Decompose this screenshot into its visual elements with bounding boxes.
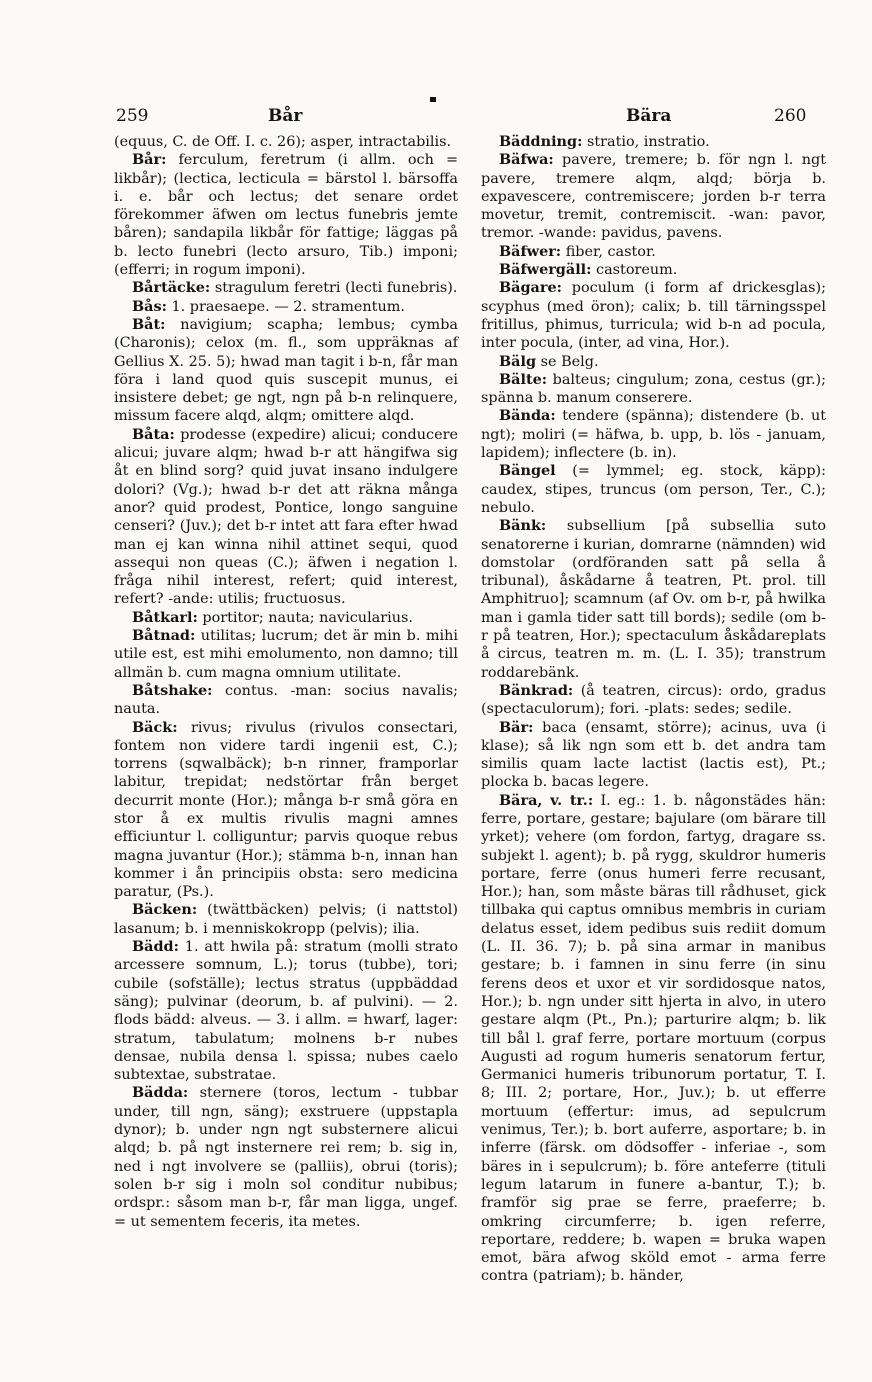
entry-definition: balteus; cingulum; zona, cestus (gr.); spänna b. manum conserere. <box>481 371 826 407</box>
entry-definition: tendere (spänna); distendere (b. ut ngt); moliri (= häfwa, b. upp, b. lös - januam, lapidem); inflectere (b. in). <box>481 408 826 462</box>
entry-headword: Bälg <box>499 352 537 370</box>
entry-definition: stragulum feretri (lecti funebris). <box>210 280 458 297</box>
entry-definition: prodesse (expedire) alicui; conducere alicui; juvare alqm; hwad b-r att hängifwa sig åt en blind sorg? quid juvat insano indulgere dolori? (Vg.); hwad b-r det att räkna många anor? quid prodest, Pontice, longo sanguine censeri? (Juv.); det b-r intet att fara efter hwad man ej kan winna nihil attinet sequi, quod assequi non queas (C.); äfwen i negation l. fråga nihil interest, refert; quid interest, refert? -ande: utilis; fructuosus. <box>114 426 458 608</box>
dictionary-entry <box>114 298 458 316</box>
dictionary-entry <box>114 901 458 938</box>
dictionary-entry <box>481 371 826 408</box>
entry-definition: pavere, tremere; b. för ngn l. ngt pavere, tremere alqm, alqd; börja b. expavescere, contremiscere; jorden b-r terra movetur, tremit, contremiscit. -wan: pavor, tremor. -wande: pavidus, pavens. <box>481 152 826 242</box>
dictionary-entry <box>481 151 826 242</box>
entry-definition: castoreum. <box>591 262 678 279</box>
running-head-left: Bår <box>268 106 303 126</box>
entry-headword: Bär: <box>499 718 534 736</box>
entry-headword: Bäddning: <box>499 133 583 150</box>
page-number-left: 259 <box>116 106 149 126</box>
entry-headword: Båtnad: <box>132 627 196 645</box>
entry-headword: Bårtäcke: <box>132 279 211 297</box>
entry-headword: Bära, v. tr.: <box>499 791 594 809</box>
dictionary-entry <box>114 938 458 1084</box>
running-head-right: Bära <box>626 106 672 126</box>
entry-definition: (= lymmel; eg. stock, käpp): caudex, stipes, truncus (om person, Ter., C.); nebulo. <box>481 463 826 516</box>
dictionary-entry <box>114 316 458 426</box>
dictionary-entry <box>481 682 826 719</box>
entry-headword: Bäck: <box>132 718 178 736</box>
entry-definition: navigium; scapha; lembus; cymba (Charonis); celox (m. fl., som uppräknas af Gellius X. 25. 5); hwad man tagit i b-n, får man föra i land quod quis suscepit munus, ei insistere debet; ge ngt, ngn på b-n relinquere, missum facere alqd, alqm; omittere alqd. <box>114 316 458 425</box>
entry-headword: Bänkrad: <box>499 681 574 699</box>
dictionary-entry <box>481 279 826 352</box>
entry-headword: Bäfwergäll: <box>499 261 592 279</box>
dictionary-entry <box>481 792 826 1286</box>
page-number-right: 260 <box>774 106 807 126</box>
dictionary-entry <box>114 133 458 151</box>
entry-definition: (twättbäcken) pelvis; (i nattstol) lasanum; b. i menniskokropp (pelvis); ilia. <box>114 902 458 937</box>
entry-headword: Båt: <box>132 315 166 333</box>
page-header <box>0 106 872 132</box>
left-column <box>114 133 458 1273</box>
entry-definition: (equus, C. de Off. I. c. 26); asper, intractabilis. <box>114 134 452 150</box>
entry-headword: Bädda: <box>132 1084 189 1102</box>
entry-definition: subsellium [på subsellia suto senatorerne i kurian, domrarne (nämnden) wid domstolar (ordföranden satt på sella å tribunal), åskådarne å teatren, Pt. prol. till Amphitruo]; scamnum (af Ov. om b-r, på hwilka man i gamla tider satt till bords); sedile (om b-r på teatren, Hor.); spectaculum åskådareplats å circus, teatren m. m. (L. I. 35); transtrum roddarebänk. <box>481 518 826 681</box>
dictionary-entry <box>481 517 826 682</box>
entry-headword: Bädd: <box>132 938 179 956</box>
entry-headword: Bägare: <box>499 279 562 297</box>
entry-headword: Bängel <box>499 462 556 480</box>
dictionary-entry <box>481 462 826 517</box>
entry-headword: Bänk: <box>499 517 547 535</box>
dictionary-entry <box>114 682 458 719</box>
entry-headword: Båta: <box>132 425 175 443</box>
right-column <box>481 133 826 1285</box>
entry-definition: poculum (i form af drickesglas); scyphus (med öron); calix; b. till tärningsspel fritillus, phimus, turricula; wid b-n ad pocula, inter pocula, (inter, ad vina, Hor.). <box>481 280 826 352</box>
dictionary-entry <box>481 133 826 151</box>
dictionary-entry <box>114 627 458 682</box>
dictionary-entry <box>481 243 826 261</box>
entry-headword: Bäcken: <box>132 901 198 919</box>
entry-definition: (å teatren, circus): ordo, gradus (spectaculorum); fori. -plats: sedes; sedile. <box>481 682 826 718</box>
entry-headword: Bår: <box>132 151 167 169</box>
dictionary-entry <box>114 609 458 627</box>
entry-definition: ferculum, feretrum (i allm. och = likbår); (lectica, lecticula = bärstol l. bärsoffa i. e. bår och lectus; det senare ordet förekommer äfwen om lectus funebris jemte båren); sandapila likbår för fattige; läggas på b. lecto funebri (lecto arsuro, Tib.) imponi; (efferri; in rogum imponi). <box>114 152 458 279</box>
entry-headword: Bända: <box>499 407 556 425</box>
entry-definition: utilitas; lucrum; det är min b. mihi utile est, est mihi emolumento, non damno; till allmän b. cum magna omnium utilitate. <box>114 628 458 681</box>
dictionary-entry <box>114 151 458 279</box>
entry-headword: Bäfwer: <box>499 242 562 260</box>
entry-definition: sternere (toros, lectum - tubbar under, till ngn, säng); exstruere (uppstapla dynor); b. under ngn ngt substernere alicui alqd; b. på ngt insternere rei rem; b. sig in, ned i ngt involvere se (palliis), obrui (toris); solen b-r sig i moln sol conditur nubibus; ordspr.: såsom man b-r, får man ligga, ungef. = ut sementem feceris, ita metes. <box>114 1085 458 1230</box>
dictionary-entry <box>481 407 826 462</box>
entry-definition: 1. att hwila på: stratum (molli strato arcessere somnum, L.); torus (tubbe), tori; cubile (sofställe); lectus stratus (uppbäddad säng); pulvinar (deorum, b. af pulvini). — 2. flods bädd: alveus. — 3. i allm. = hwarf, lager: stratum, tabulatum; molnens b-r nubes densae, nubila densa l. spissa; nubes caelo subtextae, substratae. <box>114 939 458 1084</box>
entry-headword: Bälte: <box>499 370 548 388</box>
dictionary-entry <box>481 719 826 792</box>
dictionary-entry <box>114 426 458 609</box>
entry-definition: 1. praesaepe. — 2. stramentum. <box>166 298 405 315</box>
dictionary-entry <box>114 719 458 902</box>
dictionary-entry <box>481 353 826 371</box>
entry-definition: contus. -man: socius navalis; nauta. <box>114 682 458 718</box>
entry-definition: baca (ensamt, större); acinus, uva (i klase); så lik ngn som ett b. det andra tam similis quam lacte lactist (lactis est), Pt.; plocka b. bacas legere. <box>481 719 826 791</box>
dictionary-entry <box>481 261 826 279</box>
dictionary-entry <box>114 1084 458 1230</box>
entry-definition: se Belg. <box>536 353 599 370</box>
dictionary-entry <box>114 279 458 297</box>
entry-headword: Bäfwa: <box>499 151 554 169</box>
entry-headword: Båtshake: <box>132 681 213 699</box>
entry-definition: fiber, castor. <box>561 243 656 260</box>
entry-definition: portitor; nauta; navicularius. <box>197 609 413 626</box>
entry-definition: stratio, instratio. <box>582 134 710 150</box>
entry-definition: rivus; rivulus (rivulos consectari, fontem non videre tardi ingenii est, C.); torrens (sqwalbäck); b-n rinner, framporlar labitur, trepidat; nedstörtar från berget decurrit monte (Hor.); många b-r små göra en stor å ex multis rivulis magni amnes efficiuntur l. colliguntur; parvis quoque rebus magna juvantur (Hor.); stämma b-n, innan han kommer i ån principiis obsta: sero medicina paratur, (Ps.). <box>114 719 458 901</box>
print-mark <box>430 97 436 102</box>
entry-headword: Båtkarl: <box>132 608 198 626</box>
entry-headword: Bås: <box>132 297 167 315</box>
entry-definition: I. eg.: 1. b. någonstädes hän: ferre, portare, gestare; bajulare (om bärare till yrket); vehere (om fordon, fartyg, dragare ss. subjekt l. agent); b. på rygg, skuldror humeris portare, ferre (onus humeri ferre recusant, Hor.); han, som måste bäras till rådhuset, gick tillbaka qui captus omnibus membris in curiam delatus esset, idem pedibus suis rediit domum (L. II. 36. 7); b. på sina armar in manibus gestare; b. i famnen in sinu ferre (in sinu ferens deos et uxor et vir sordidosque natos, Hor.); b. ngn under sitt hjerta in alvo, in utero gestare alqm (Pt., Pn.); parturire alqm; b. lik till bål l. graf ferre, portare mortuum (corpus Augusti ad rogum humeris senatorum fertur, Germanici humeris tribunorum portatur, T. I. 8; III. 2; portare, Hor., Juv.); b. ut efferre mortuum (effertur: imus, ad sepulcrum venimus, Ter.); b. bort auferre, asportare; b. in inferre (färsk. om dödsoffer - inferiae -, som bäres in i sepulcrum); b. före anteferre (tituli legum latarum in funere a-bantur, T.); b. framför sig prae se ferre, praeferre; b. omkring circumferre; b. igen referre, reportare, reddere; b. wapen = bruka wapen emot, bära afwog sköld emot - arma ferre contra (patriam); b. händer, <box>481 792 826 1285</box>
